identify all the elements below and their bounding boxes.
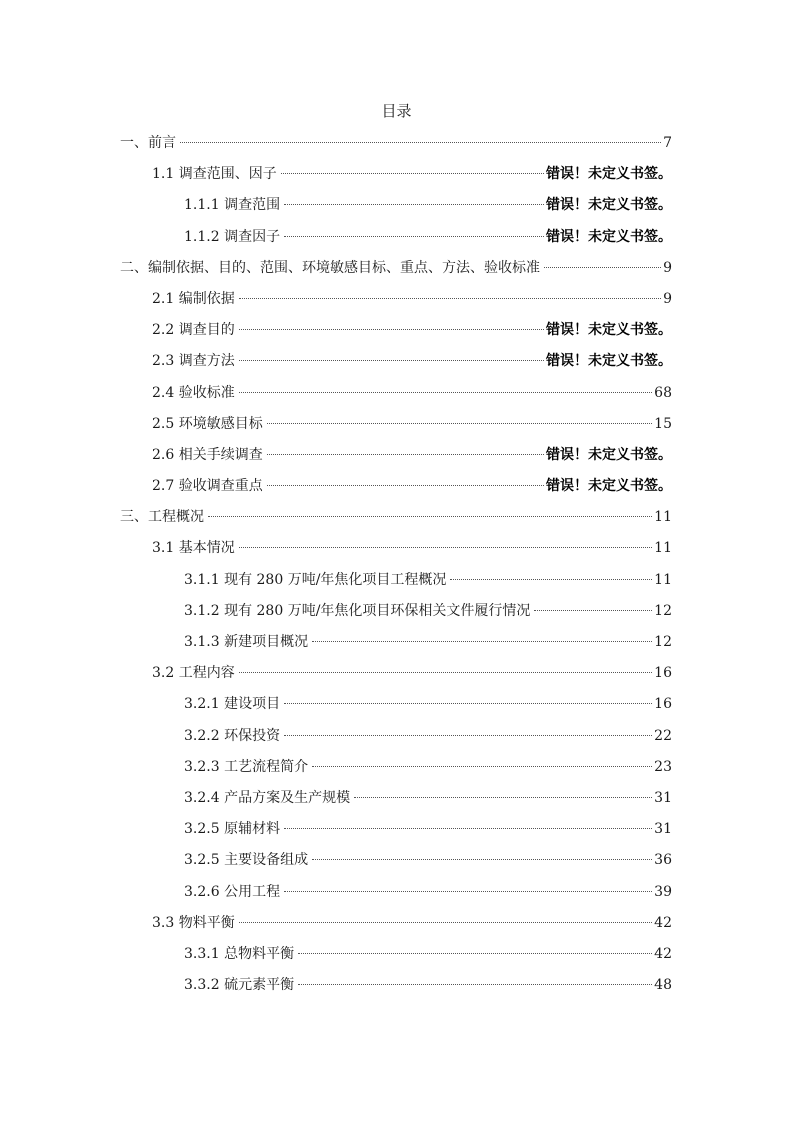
- toc-page-number: 39: [654, 883, 672, 900]
- toc-dot-leader: [239, 360, 544, 361]
- toc-entry-title: 3.3 物料平衡: [152, 914, 235, 931]
- toc-entry[interactable]: [120, 444, 672, 475]
- toc-dot-leader: [180, 142, 661, 143]
- toc-dot-leader: [239, 922, 652, 923]
- toc-page-number: 11: [654, 509, 672, 526]
- toc-dot-leader: [450, 579, 652, 580]
- toc-entry-title: 1.1.1 调查范围: [184, 197, 281, 214]
- toc-entry[interactable]: [120, 257, 672, 288]
- toc-dot-leader: [267, 454, 544, 455]
- toc-entry-title: 3.1.1 现有 280 万吨/年焦化项目工程概况: [184, 571, 447, 588]
- toc-dot-leader: [239, 329, 544, 330]
- toc-entry[interactable]: [120, 631, 672, 662]
- toc-page-number: 11: [654, 540, 672, 557]
- table-of-contents: [120, 132, 672, 1005]
- toc-page-number: 31: [654, 821, 672, 838]
- toc-dot-leader: [208, 516, 652, 517]
- toc-page-number: 16: [654, 696, 672, 713]
- toc-entry-title: 一、前言: [120, 135, 176, 151]
- toc-entry-title: 3.2 工程内容: [152, 665, 235, 682]
- toc-dot-leader: [298, 984, 652, 985]
- toc-page-number: 12: [654, 634, 672, 650]
- toc-entry-title: 3.2.1 建设项目: [184, 696, 281, 713]
- toc-heading: 目录: [381, 102, 412, 120]
- toc-entry-title: 三、工程概况: [120, 509, 204, 526]
- toc-bookmark-error: 错误！未定义书签。: [546, 353, 672, 370]
- toc-entry-title: 3.2.2 环保投资: [184, 727, 281, 744]
- toc-dot-leader: [239, 392, 652, 393]
- toc-dot-leader: [298, 953, 652, 954]
- toc-page-number: 48: [654, 977, 672, 994]
- toc-dot-leader: [267, 485, 544, 486]
- toc-dot-leader: [284, 735, 652, 736]
- toc-entry[interactable]: [120, 881, 672, 912]
- toc-entry-title: 二、编制依据、目的、范围、环境敏感目标、重点、方法、验收标准: [120, 259, 540, 276]
- toc-page-number: 31: [654, 789, 672, 806]
- toc-entry-title: 2.4 验收标准: [152, 384, 235, 401]
- toc-dot-leader: [544, 267, 661, 268]
- toc-entry-title: 3.2.5 主要设备组成: [184, 852, 309, 869]
- toc-entry[interactable]: [120, 319, 672, 350]
- toc-entry-title: 1.1.2 调查因子: [184, 228, 281, 245]
- toc-page-number: 9: [663, 290, 672, 307]
- toc-entry[interactable]: [120, 849, 672, 880]
- toc-entry[interactable]: [120, 475, 672, 506]
- toc-entry-title: 2.3 调查方法: [152, 353, 235, 370]
- toc-entry-title: 3.1 基本情况: [152, 540, 235, 557]
- toc-entry[interactable]: [120, 818, 672, 849]
- toc-page-number: 12: [654, 602, 672, 619]
- toc-entry[interactable]: [120, 163, 672, 194]
- toc-page-number: 42: [654, 914, 672, 931]
- toc-page-number: 36: [654, 852, 672, 869]
- toc-page-number: 9: [663, 259, 672, 276]
- toc-entry[interactable]: [120, 725, 672, 756]
- toc-bookmark-error: 错误！未定义书签。: [546, 446, 672, 463]
- toc-dot-leader: [239, 672, 652, 673]
- toc-entry-title: 3.3.2 硫元素平衡: [184, 977, 295, 994]
- toc-dot-leader: [284, 828, 652, 829]
- toc-dot-leader: [284, 703, 652, 704]
- toc-page-number: 11: [654, 571, 672, 588]
- toc-dot-leader: [284, 204, 544, 205]
- toc-entry[interactable]: [120, 288, 672, 319]
- toc-page-number: 22: [654, 727, 672, 744]
- toc-entry[interactable]: [120, 413, 672, 444]
- toc-dot-leader: [239, 298, 661, 299]
- toc-dot-leader: [284, 891, 652, 892]
- toc-entry-title: 2.2 调查目的: [152, 322, 235, 339]
- toc-bookmark-error: 错误！未定义书签。: [546, 166, 672, 183]
- toc-entry-title: 3.2.5 原辅材料: [184, 821, 281, 838]
- toc-entry[interactable]: [120, 132, 672, 163]
- toc-entry[interactable]: [120, 537, 672, 568]
- toc-dot-leader: [239, 547, 652, 548]
- toc-entry[interactable]: [120, 693, 672, 724]
- toc-entry-title: 2.5 环境敏感目标: [152, 415, 263, 432]
- toc-dot-leader: [312, 859, 652, 860]
- toc-entry[interactable]: [120, 194, 672, 225]
- toc-dot-leader: [312, 766, 652, 767]
- toc-dot-leader: [281, 173, 544, 174]
- toc-entry-title: 3.3.1 总物料平衡: [184, 945, 295, 962]
- toc-entry[interactable]: [120, 756, 672, 787]
- toc-entry-title: 1.1 调查范围、因子: [152, 166, 277, 183]
- toc-entry[interactable]: [120, 226, 672, 257]
- toc-entry[interactable]: [120, 912, 672, 943]
- toc-entry[interactable]: [120, 662, 672, 693]
- toc-entry-title: 3.2.3 工艺流程简介: [184, 758, 309, 775]
- toc-entry-title: 3.2.6 公用工程: [184, 883, 281, 900]
- toc-entry[interactable]: [120, 506, 672, 537]
- toc-entry-title: 2.6 相关手续调查: [152, 446, 263, 463]
- toc-dot-leader: [267, 423, 652, 424]
- toc-page-number: 23: [654, 758, 672, 775]
- toc-dot-leader: [354, 797, 652, 798]
- toc-dot-leader: [534, 610, 652, 611]
- toc-bookmark-error: 错误！未定义书签。: [546, 478, 672, 495]
- toc-page-number: 68: [654, 384, 672, 401]
- toc-bookmark-error: 错误！未定义书签。: [546, 322, 672, 339]
- toc-entry[interactable]: [120, 787, 672, 818]
- toc-entry-title: 3.2.4 产品方案及生产规模: [184, 789, 351, 806]
- toc-bookmark-error: 错误！未定义书签。: [546, 228, 672, 245]
- toc-page-number: 15: [654, 415, 672, 432]
- toc-entry-title: 2.1 编制依据: [152, 290, 235, 307]
- toc-entry[interactable]: [120, 600, 672, 631]
- toc-entry[interactable]: [120, 569, 672, 600]
- toc-entry[interactable]: [120, 350, 672, 381]
- toc-entry[interactable]: [120, 974, 672, 1005]
- toc-page-number: 7: [663, 135, 672, 151]
- toc-dot-leader: [284, 236, 544, 237]
- toc-entry-title: 3.1.3 新建项目概况: [184, 634, 309, 650]
- toc-page-number: 16: [654, 665, 672, 682]
- toc-entry-title: 2.7 验收调查重点: [152, 478, 263, 495]
- toc-entry[interactable]: [120, 943, 672, 974]
- toc-page-number: 42: [654, 945, 672, 962]
- toc-dot-leader: [312, 641, 652, 642]
- toc-entry[interactable]: [120, 382, 672, 413]
- toc-entry-title: 3.1.2 现有 280 万吨/年焦化项目环保相关文件履行情况: [184, 602, 531, 619]
- toc-bookmark-error: 错误！未定义书签。: [546, 197, 672, 214]
